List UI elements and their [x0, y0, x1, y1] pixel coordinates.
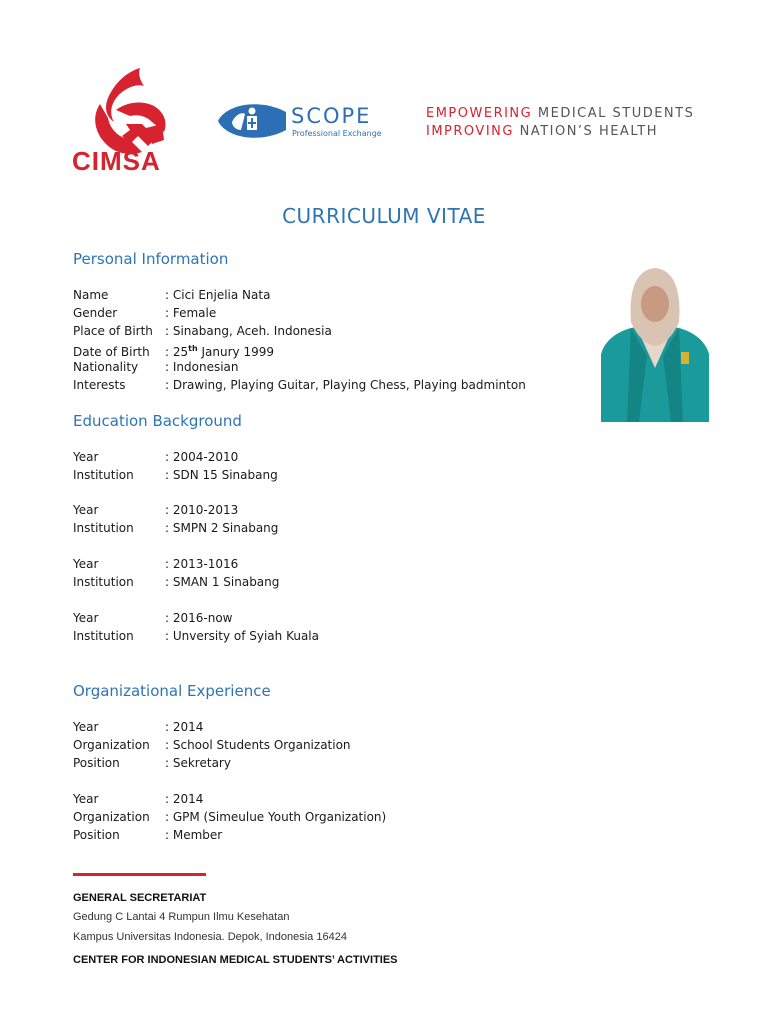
- row-label: Nationality: [73, 360, 139, 374]
- row-label: Organization: [73, 810, 150, 824]
- info-row-date-of-birth: [73, 340, 274, 358]
- info-row-interests: [73, 376, 526, 394]
- education-year-row: [73, 501, 238, 519]
- row-label: Position: [73, 828, 120, 842]
- tagline-highlight: EMPOWERING: [426, 106, 533, 121]
- info-row-name: [73, 286, 270, 304]
- footer-organization-name: CENTER FOR INDONESIAN MEDICAL STUDENTS’ ACTIVITIES: [73, 954, 398, 966]
- organization-year-row: [73, 718, 203, 736]
- row-value: : Member: [165, 828, 223, 842]
- education-institution-row: [73, 627, 319, 645]
- education-year-row: [73, 555, 238, 573]
- footer-address-line-2: Kampus Universitas Indonesia. Depok, Indonesia 16424: [73, 931, 347, 943]
- ordinal-suffix: th: [188, 344, 198, 353]
- section-heading-personal: Personal Information: [73, 250, 229, 268]
- footer-address-line-1: Gedung C Lantai 4 Rumpun Ilmu Kesehatan: [73, 911, 290, 923]
- row-label: Year: [73, 503, 99, 517]
- row-value-prefix: : 25: [165, 345, 189, 359]
- row-value: : Indonesian: [165, 360, 239, 374]
- scope-subtitle: Professional Exchange: [292, 129, 382, 138]
- row-value: : 2013-1016: [165, 557, 239, 571]
- row-label: Interests: [73, 378, 126, 392]
- education-institution-row: [73, 519, 278, 537]
- row-label: Date of Birth: [73, 345, 150, 359]
- row-value: : SMAN 1 Sinabang: [165, 575, 280, 589]
- row-value: : 2014: [165, 720, 204, 734]
- row-label: Year: [73, 611, 99, 625]
- row-label: Institution: [73, 629, 134, 643]
- row-value: : Sekretary: [165, 756, 231, 770]
- row-value: : Drawing, Playing Guitar, Playing Chess, Playing badminton: [165, 378, 526, 392]
- row-value: : Cici Enjelia Nata: [165, 288, 271, 302]
- row-label: Institution: [73, 521, 134, 535]
- organization-name-row: [73, 808, 386, 826]
- row-label: Year: [73, 720, 99, 734]
- row-value: : 2010-2013: [165, 503, 239, 517]
- scope-logo-text: SCOPE: [291, 104, 372, 128]
- row-value-suffix: Janury 1999: [197, 345, 274, 359]
- section-heading-education: Education Background: [73, 412, 242, 430]
- organization-year-row: [73, 790, 203, 808]
- row-label: Name: [73, 288, 109, 302]
- row-label: Organization: [73, 738, 150, 752]
- footer-title: GENERAL SECRETARIAT: [73, 892, 207, 904]
- row-value: : Unversity of Syiah Kuala: [165, 629, 319, 643]
- row-value: : SMPN 2 Sinabang: [165, 521, 279, 535]
- row-value: : 2016-now: [165, 611, 233, 625]
- scope-exchange-logo-icon: [216, 100, 288, 142]
- info-row-gender: [73, 304, 216, 322]
- row-value: : School Students Organization: [165, 738, 351, 752]
- row-label: Gender: [73, 306, 118, 320]
- row-label: Year: [73, 557, 99, 571]
- row-value: : SDN 15 Sinabang: [165, 468, 278, 482]
- tagline-text: NATION’S HEALTH: [513, 124, 658, 139]
- row-label: Year: [73, 792, 99, 806]
- row-label: Year: [73, 450, 99, 464]
- row-value: : 2014: [165, 792, 204, 806]
- document-title: CURRICULUM VITAE: [282, 204, 486, 228]
- education-institution-row: [73, 466, 278, 484]
- tagline-highlight: IMPROVING: [426, 124, 514, 139]
- row-label: Position: [73, 756, 120, 770]
- organization-position-row: [73, 826, 222, 844]
- education-institution-row: [73, 573, 279, 591]
- row-label: Institution: [73, 468, 134, 482]
- section-heading-organization: Organizational Experience: [73, 682, 271, 700]
- row-label: Place of Birth: [73, 324, 153, 338]
- info-row-place-of-birth: [73, 322, 332, 340]
- info-row-nationality: [73, 358, 239, 376]
- row-value: : Female: [165, 306, 217, 320]
- row-value: : GPM (Simeulue Youth Organization): [165, 810, 387, 824]
- row-label: Institution: [73, 575, 134, 589]
- row-value: : 2004-2010: [165, 450, 239, 464]
- tagline-text: MEDICAL STUDENTS: [532, 106, 695, 121]
- portrait-photo-icon: [601, 256, 709, 422]
- cimsa-logo-text: CIMSA: [72, 146, 161, 176]
- organization-position-row: [73, 754, 231, 772]
- row-value: : Sinabang, Aceh. Indonesia: [165, 324, 332, 338]
- organization-name-row: [73, 736, 351, 754]
- tagline-line-1: [426, 106, 694, 121]
- education-year-row: [73, 448, 238, 466]
- tagline-line-2: [426, 124, 658, 139]
- footer-divider: [73, 873, 206, 876]
- education-year-row: [73, 609, 233, 627]
